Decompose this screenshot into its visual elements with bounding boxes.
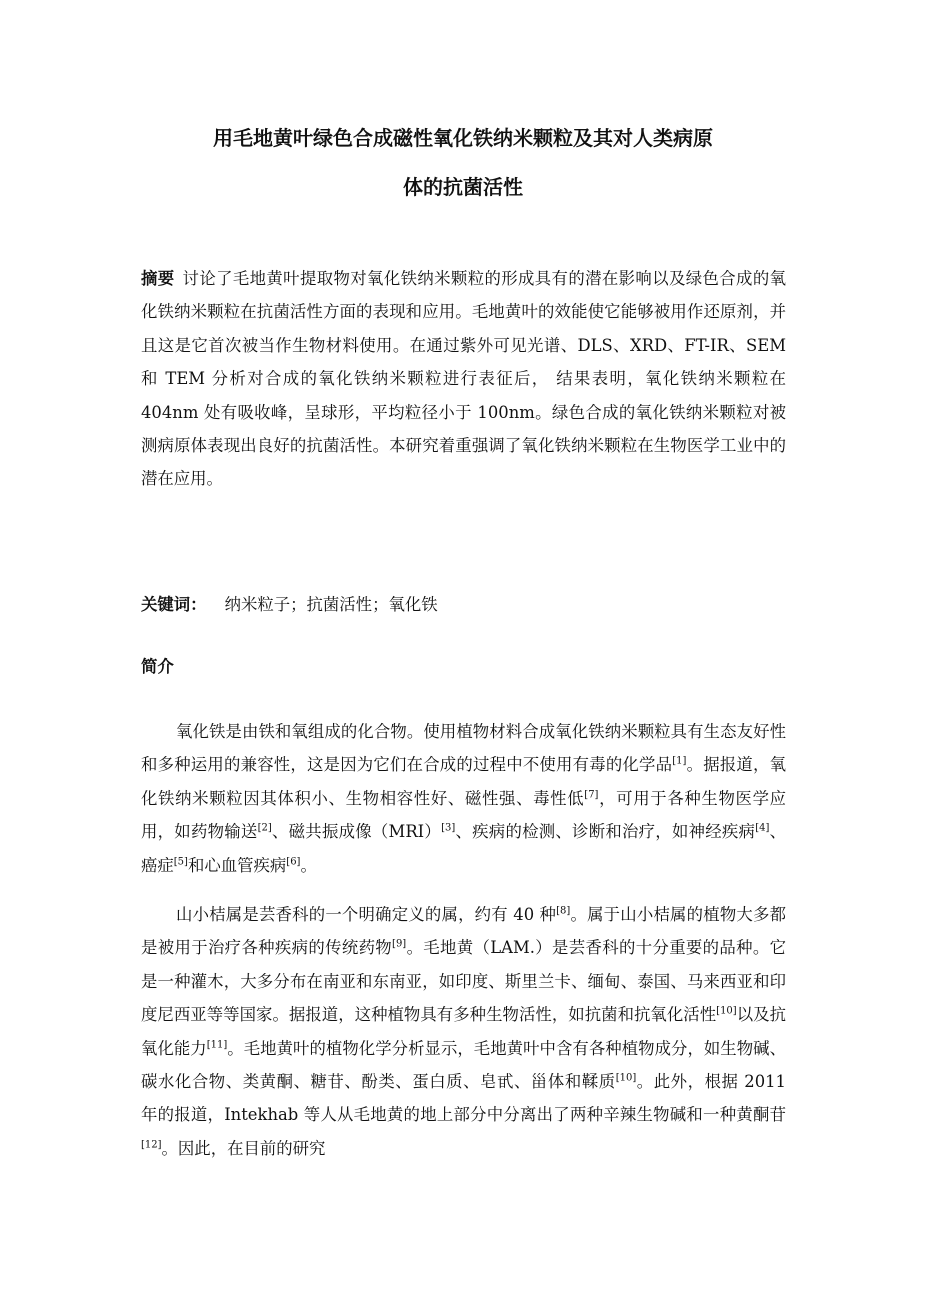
abstract-label: 摘要 bbox=[141, 269, 175, 288]
citation-ref[interactable]: [11] bbox=[206, 1039, 228, 1051]
text-run: ，可用于各种生物医学应用，如药物输送 bbox=[141, 788, 787, 842]
text-run: 、癌症 bbox=[141, 822, 787, 875]
abstract-paragraph bbox=[141, 262, 786, 496]
citation-ref[interactable]: [10] bbox=[716, 1005, 737, 1017]
citation-ref[interactable]: [8] bbox=[556, 905, 571, 917]
paper-title-line-2: 体的抗菌活性 bbox=[403, 175, 523, 199]
citation-ref[interactable]: [4] bbox=[755, 822, 770, 834]
citation-ref[interactable]: [10] bbox=[615, 1072, 637, 1084]
citation-ref[interactable]: [12] bbox=[141, 1139, 162, 1151]
text-run: 以及抗氧化能力 bbox=[141, 1005, 787, 1058]
keywords-label: 关键词： bbox=[141, 595, 207, 614]
text-run: 。此外，根据 2011 年的报道，Intekhab 等人从毛地黄的地上部分中分离出了两种辛辣生物碱和一种黄酮苷 bbox=[141, 1072, 786, 1125]
paper-title-line-1: 用毛地黄叶绿色合成磁性氧化铁纳米颗粒及其对人类病原 bbox=[213, 126, 713, 150]
intro-paragraph-1 bbox=[141, 715, 786, 882]
citation-ref[interactable]: [5] bbox=[173, 856, 188, 868]
section-heading-intro: 简介 bbox=[141, 657, 174, 676]
citation-ref[interactable]: [7] bbox=[584, 789, 599, 801]
text-run: 。属于山小桔属的植物大多都是被用于治疗各种疾病的传统药物 bbox=[141, 905, 786, 958]
text-run: 、磁共振成像（MRI） bbox=[271, 822, 442, 842]
text-run: 。因此，在目前的研究 bbox=[161, 1138, 326, 1158]
text-run: 。毛地黄（LAM.）是芸香科的十分重要的品种。它是一种灌木，大多分布在南亚和东南亚，如印度、斯里兰卡、缅甸、泰国、马来西亚和印度尼西亚等等国家。据报道，这种植物具有多种生物活性，如抗菌和抗氧化活性 bbox=[141, 938, 786, 1025]
citation-ref[interactable]: [3] bbox=[441, 822, 456, 834]
citation-ref[interactable]: [6] bbox=[286, 856, 301, 868]
keywords-text: 纳米粒子；抗菌活性；氧化铁 bbox=[224, 595, 438, 614]
abstract-text: 讨论了毛地黄叶提取物对氧化铁纳米颗粒的形成具有的潜在影响以及绿色合成的氧化铁纳米颗粒在抗菌活性方面的表现和应用。毛地黄叶的效能使它能够被用作还原剂，并且这是它首次被当作生物材料使用。在通过紫外可见光谱、DLS、XRD、FT-IR、SEM 和 TEM 分析对合成的氧化铁纳米颗粒进行表征后， 结果表明，氧化铁纳米颗粒在 404nm 处有吸收峰，呈球形，平均粒径小于 100nm。绿色合成的氧化铁纳米颗粒对被测病原体表现出良好的抗菌活性。本研究着重强调了氧化铁纳米颗粒在生物医学工业中的潜在应用。 bbox=[141, 269, 786, 489]
citation-ref[interactable]: [2] bbox=[257, 822, 272, 834]
text-run: 。毛地黄叶的植物化学分析显示，毛地黄叶中含有各种植物成分，如生物碱、碳水化合物、类黄酮、糖苷、酚类、蛋白质、皂甙、甾体和鞣质 bbox=[141, 1038, 786, 1092]
text-run: 氧化铁是由铁和氧组成的化合物。使用植物材料合成氧化铁纳米颗粒具有生态友好性和多种运用的兼容性，这是因为它们在合成的过程中不使用有毒的化学品 bbox=[141, 722, 786, 775]
text-run: 。 bbox=[300, 855, 317, 875]
text-run: 。据报道，氧化铁纳米颗粒因其体积小、生物相容性好、磁性强、毒性低 bbox=[141, 755, 787, 808]
text-run: 、疾病的检测、诊断和治疗，如神经疾病 bbox=[455, 822, 756, 842]
text-run: 和心血管疾病 bbox=[187, 855, 287, 875]
keywords-line bbox=[141, 589, 438, 621]
citation-ref[interactable]: [9] bbox=[392, 938, 407, 950]
intro-paragraph-2 bbox=[141, 898, 786, 1165]
text-run: 山小桔属是芸香科的一个明确定义的属，约有 40 种 bbox=[176, 905, 557, 924]
citation-ref[interactable]: [1] bbox=[672, 755, 687, 767]
